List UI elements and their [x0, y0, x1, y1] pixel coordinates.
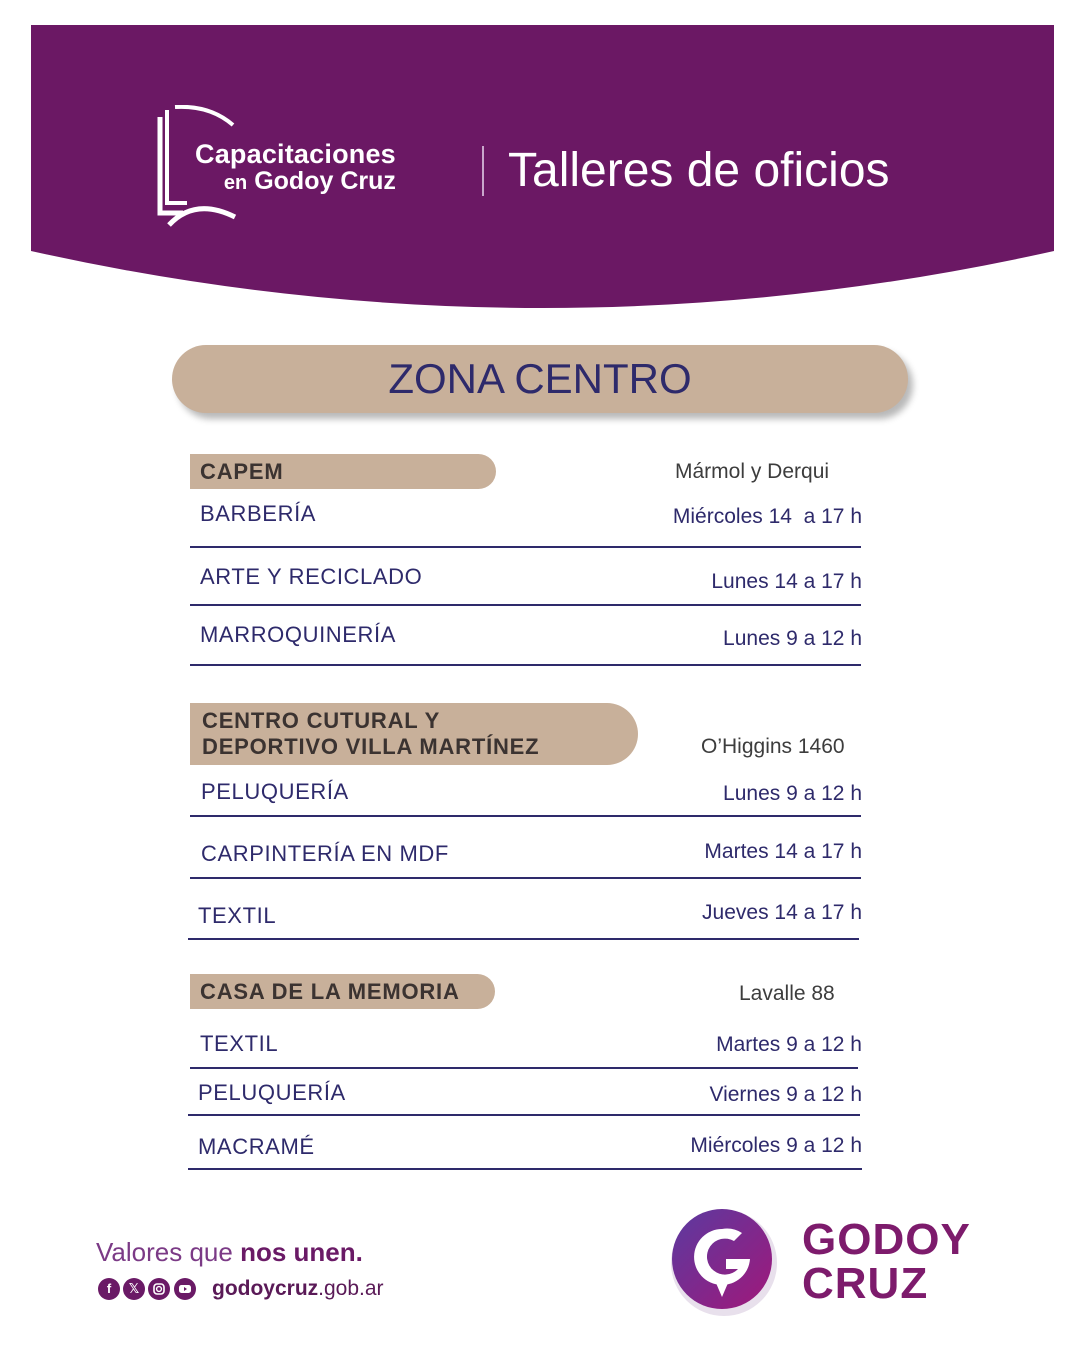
header-divider — [482, 146, 484, 196]
course-name: PELUQUERÍA — [198, 1080, 346, 1105]
page-title: Talleres de oficios — [508, 144, 890, 197]
logo-line-2-main: Godoy Cruz — [254, 167, 396, 195]
course-name: TEXTIL — [198, 903, 277, 928]
brand-line-2: CRUZ — [802, 1259, 929, 1308]
row-divider — [190, 604, 861, 606]
row-divider — [190, 877, 861, 879]
slogan-light: Valores que — [96, 1237, 241, 1267]
venue-name-line-1: CENTRO CUTURAL Y — [202, 708, 441, 733]
course-schedule: Lunes 14 a 17 h — [711, 570, 862, 593]
venue-address: Mármol y Derqui — [675, 460, 830, 483]
course-schedule: Jueves 14 a 17 h — [702, 901, 862, 924]
slogan-bold: nos unen. — [240, 1237, 363, 1267]
logo-line-2 — [195, 168, 396, 196]
row-divider — [190, 546, 861, 548]
course-schedule: Martes 9 a 12 h — [716, 1033, 862, 1056]
zone-title: ZONA CENTRO — [388, 355, 692, 402]
row-divider — [188, 1168, 862, 1170]
course-name: CARPINTERÍA EN MDF — [201, 841, 449, 866]
website-rest: .gob.ar — [318, 1277, 384, 1300]
course-name: BARBERÍA — [200, 501, 317, 526]
course-name: ARTE Y RECICLADO — [200, 564, 423, 589]
godoy-cruz-brand — [802, 1215, 971, 1308]
course-name: PELUQUERÍA — [201, 779, 349, 804]
course-schedule: Miércoles 14 a 17 h — [672, 505, 862, 528]
logo-line-1: Capacitaciones — [195, 139, 396, 169]
instagram-icon[interactable] — [148, 1278, 170, 1300]
course-name: MACRAMÉ — [198, 1134, 315, 1159]
website-bold: godoycruz — [212, 1277, 319, 1300]
brand-line-1: GODOY — [802, 1215, 971, 1264]
venue-name: CAPEM — [200, 459, 284, 484]
venue-address: Lavalle 88 — [739, 982, 835, 1005]
course-schedule: Martes 14 a 17 h — [704, 840, 862, 863]
venue-address: O’Higgins 1460 — [701, 735, 845, 758]
website-link[interactable] — [212, 1275, 384, 1303]
course-schedule: Miércoles 9 a 12 h — [690, 1134, 862, 1157]
venue-name-line-2: DEPORTIVO VILLA MARTÍNEZ — [202, 734, 540, 759]
x-icon[interactable]: 𝕏 — [123, 1278, 145, 1300]
course-schedule: Lunes 9 a 12 h — [723, 627, 862, 650]
course-schedule: Lunes 9 a 12 h — [723, 782, 862, 805]
row-divider — [190, 1067, 858, 1069]
row-divider — [190, 815, 861, 817]
capacitaciones-logo-text — [195, 140, 396, 196]
godoy-cruz-emblem-icon — [668, 1205, 780, 1317]
course-schedule: Viernes 9 a 12 h — [709, 1083, 862, 1106]
footer-slogan — [96, 1236, 363, 1268]
facebook-icon[interactable]: f — [98, 1278, 120, 1300]
row-divider — [188, 1114, 860, 1116]
course-name: TEXTIL — [200, 1031, 279, 1056]
logo-line-2-prefix: en — [223, 172, 248, 194]
venue-name: CASA DE LA MEMORIA — [200, 979, 460, 1004]
row-divider — [190, 664, 861, 666]
row-divider — [188, 938, 859, 940]
course-name: MARROQUINERÍA — [200, 622, 397, 647]
youtube-icon[interactable] — [174, 1278, 196, 1300]
